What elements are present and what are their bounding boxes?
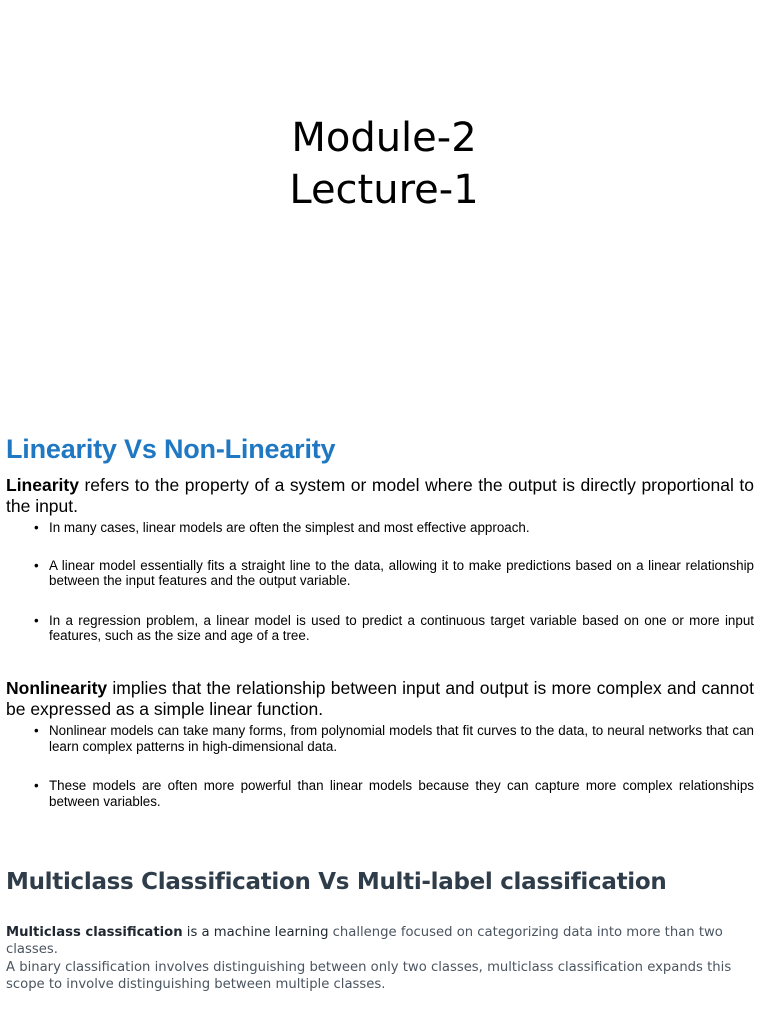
list-item: • These models are often more powerful than linear models because they can capture more complex relationships between variables. [34, 778, 754, 809]
list-item: • In many cases, linear models are often the simplest and most effective approach. [34, 520, 530, 535]
title-lecture: Lecture-1 [289, 167, 479, 213]
list-item: • In a regression problem, a linear model is used to predict a continuous target variable based on one or more input features, such as the size and age of a tree. [34, 612, 754, 643]
title-module: Module-2 [291, 115, 477, 161]
bullet-icon: • [34, 723, 39, 738]
bullet-icon: • [34, 612, 39, 628]
multiclass-term: Multiclass classification [6, 925, 183, 940]
bullet-icon: • [34, 557, 39, 573]
page-title [0, 112, 768, 216]
list-item: • Nonlinear models can take many forms, from polynomial models that fit curves to the data, to neural networks that can learn complex patterns in high-dimensional data. [34, 723, 754, 754]
binary-vs-multiclass-paragraph: A binary classification involves distinguishing between only two classes, multiclass classification expands this scope to involve distinguishing between multiple classes. [6, 960, 732, 992]
linearity-definition [6, 475, 754, 517]
bullet-icon: • [34, 778, 39, 793]
linearity-section-heading: Linearity Vs Non-Linearity [6, 434, 336, 464]
classification-section-heading: Multiclass Classification Vs Multi-label classification [6, 869, 667, 895]
bullet-icon: • [34, 520, 39, 535]
nonlinearity-bullet-list [34, 723, 754, 809]
nonlinearity-definition [6, 678, 754, 720]
nonlinearity-term: Nonlinearity [6, 678, 108, 698]
linearity-definition-text: refers to the property of a system or model where the output is directly proportional to the input. [6, 475, 754, 516]
multiclass-definition: Multiclass classification is a machine learning challenge focused on categorizing data into more than two classes. [6, 925, 723, 957]
list-item: • A linear model essentially fits a straight line to the data, allowing it to make predictions based on a linear relationship between the input features and the output variable. [34, 557, 754, 588]
linearity-bullet-list [34, 520, 754, 644]
nonlinearity-definition-text: implies that the relationship between input and output is more complex and cannot be expressed as a simple linear function. [6, 678, 754, 719]
linearity-term: Linearity [6, 475, 79, 495]
